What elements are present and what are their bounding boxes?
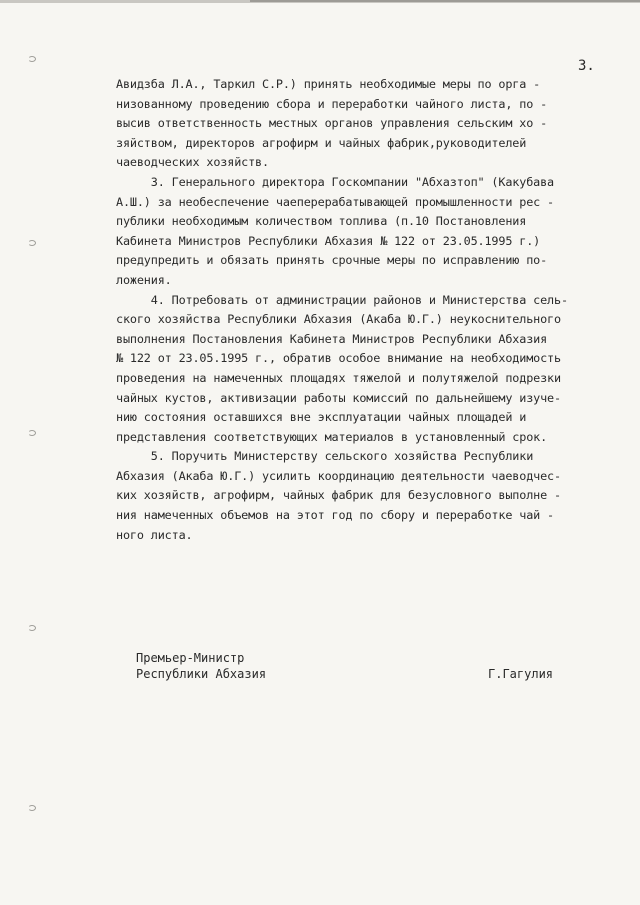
text-line: проведения на намеченных площадях тяжелой и полутяжелой подрезки (116, 370, 561, 385)
text-line: ния намеченных объемов на этот год по сбору и переработке чай - (116, 508, 554, 523)
page-top-edge-dark (250, 0, 640, 2)
text-line: А.Ш.) за необеспечение чаеперерабатывающей промышленности рес - (116, 194, 554, 209)
text-line: 3. Генерального директора Госкомпании "Абхазтоп" (Какубава (116, 174, 554, 189)
text-line: ного листа. (116, 527, 193, 542)
text-line: № 122 от 23.05.1995 г., обратив особое внимание на необходимость (116, 351, 561, 366)
text-line: нию состояния оставшихся вне эксплуатации чайных площадей и (116, 410, 527, 425)
text-line: Авидзба Л.А., Таркил С.Р.) принять необходимые меры по орга - (116, 77, 541, 91)
text-line: ского хозяйства Республики Абхазия (Акаба Ю.Г.) неукоснительного (116, 312, 561, 327)
text-line: предупредить и обязать принять срочные меры по исправлению по- (116, 253, 548, 268)
signatory-name: Г.Гагулия (488, 667, 554, 681)
text-line: публики необходимым количеством топлива (п.10 Постановления (116, 214, 527, 229)
document-body (116, 75, 616, 545)
text-line: зяйством, директоров агрофирм и чайных фабрик,руководителей (116, 135, 527, 150)
text-line: 5. Поручить Министерству сельского хозяйства Республики (116, 449, 534, 464)
punch-hole-mark (28, 430, 40, 438)
page-number: 3. (578, 58, 595, 74)
punch-hole-mark (28, 56, 40, 64)
text-line: низованному проведению сбора и переработки чайного листа, по - (116, 96, 548, 111)
text-line: чайных кустов, активизации работы комиссий по дальнейшему изуче- (116, 390, 561, 405)
text-line: Абхазия (Акаба Ю.Г.) усилить координацию деятельности чаеводчес- (116, 468, 561, 483)
punch-hole-mark (28, 240, 40, 248)
text-line: представления соответствующих материалов в установленный срок. (116, 429, 548, 444)
text-line: ложения. (116, 272, 172, 287)
punch-hole-mark (28, 625, 40, 633)
signatory-title: Премьер-Министр (136, 651, 245, 665)
text-line: 4. Потребовать от администрации районов и Министерства сель- (116, 292, 568, 307)
text-line: высив ответственность местных органов управления сельским хо - (116, 116, 548, 131)
punch-hole-mark (28, 805, 40, 813)
text-line: ких хозяйств, агрофирм, чайных фабрик для безусловного выполне - (116, 488, 561, 503)
signatory-organization: Республики Абхазия (136, 667, 267, 681)
text-line: Кабинета Министров Республики Абхазия № 122 от 23.05.1995 г.) (116, 233, 541, 248)
text-line: выполнения Постановления Кабинета Министров Республики Абхазия (116, 331, 548, 346)
text-line: чаеводческих хозяйств. (116, 155, 269, 170)
